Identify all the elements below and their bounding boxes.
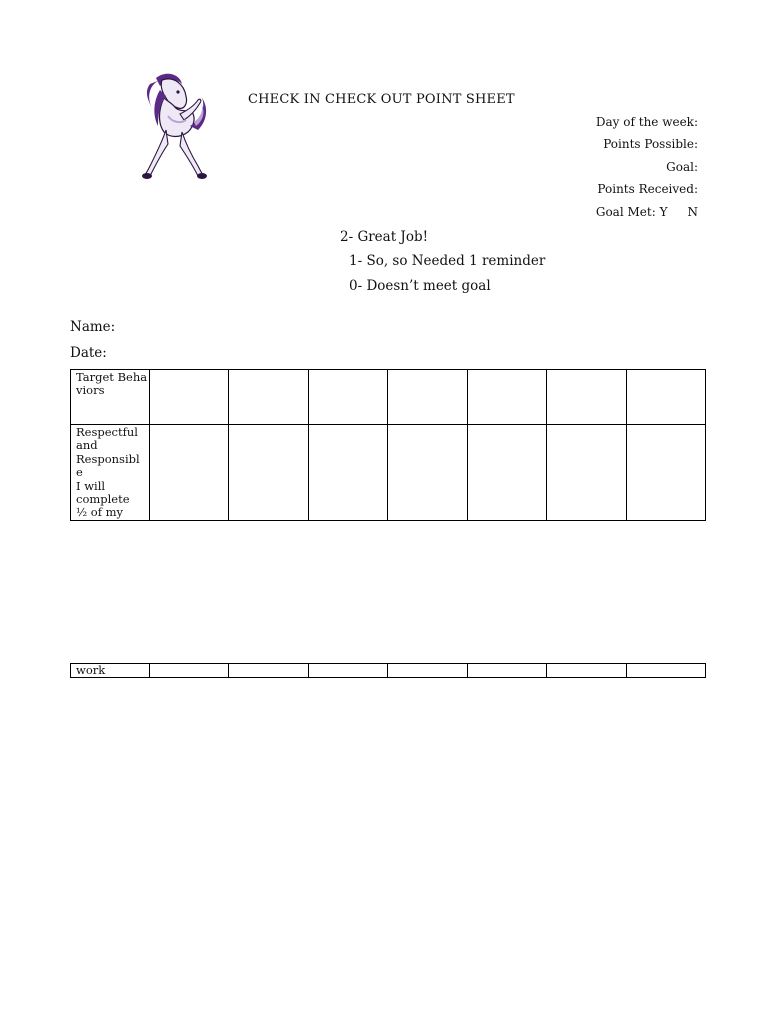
score-cell[interactable] — [308, 664, 387, 678]
behavior-line: Respectful — [76, 425, 138, 439]
mustang-logo — [136, 70, 212, 182]
points-received-label: Points Received: — [597, 182, 698, 196]
score-cell[interactable] — [626, 664, 705, 678]
score-cell[interactable] — [388, 664, 467, 678]
behavior-table — [70, 369, 706, 521]
behavior-line: ½ of my — [76, 505, 124, 520]
score-cell[interactable] — [308, 370, 387, 425]
behavior-line: and — [76, 438, 98, 453]
date-label: Date: — [70, 345, 107, 361]
behavior-description-cell — [71, 425, 150, 521]
table-row — [71, 664, 706, 678]
score-cell[interactable] — [388, 425, 467, 521]
behavior-line: complete — [76, 492, 130, 507]
behavior-table-continued — [70, 663, 706, 678]
score-cell[interactable] — [150, 664, 229, 678]
table-row — [71, 425, 706, 521]
goal-met-row — [596, 205, 698, 219]
goal-label: Goal: — [666, 160, 698, 174]
behavior-line: Responsibl — [76, 451, 140, 466]
score-cell[interactable] — [626, 425, 705, 521]
score-cell[interactable] — [308, 425, 387, 521]
score-cell[interactable] — [150, 370, 229, 425]
score-cell[interactable] — [467, 425, 546, 521]
day-of-week-label: Day of the week: — [595, 115, 698, 129]
score-cell[interactable] — [467, 664, 546, 678]
scale-doesnt-meet: 0- Doesn’t meet goal — [349, 278, 491, 294]
score-cell[interactable] — [467, 370, 546, 425]
goal-met-yes: Y — [659, 205, 668, 219]
score-cell[interactable] — [229, 370, 308, 425]
score-cell[interactable] — [229, 664, 308, 678]
horse-icon — [136, 70, 212, 182]
behavior-line: e — [76, 465, 83, 480]
goal-met-label: Goal Met: — [595, 205, 656, 219]
points-possible-label: Points Possible: — [603, 137, 698, 151]
table-header-row — [71, 370, 706, 425]
target-behaviors-text: Target Behaviors — [76, 370, 148, 398]
page-title: CHECK IN CHECK OUT POINT SHEET — [248, 92, 515, 107]
score-cell[interactable] — [547, 425, 626, 521]
score-cell[interactable] — [547, 664, 626, 678]
score-cell[interactable] — [626, 370, 705, 425]
scale-so-so: 1- So, so Needed 1 reminder — [349, 253, 546, 269]
behavior-line: I will — [76, 478, 106, 493]
behavior-continued-text: work — [76, 663, 106, 677]
goal-met-no: N — [687, 205, 698, 219]
scale-great: 2- Great Job! — [340, 229, 429, 245]
name-label: Name: — [70, 319, 116, 335]
behavior-continued-cell — [71, 664, 150, 678]
score-cell[interactable] — [150, 425, 229, 521]
score-cell[interactable] — [229, 425, 308, 521]
target-behaviors-header — [71, 370, 150, 425]
score-cell[interactable] — [388, 370, 467, 425]
score-cell[interactable] — [547, 370, 626, 425]
